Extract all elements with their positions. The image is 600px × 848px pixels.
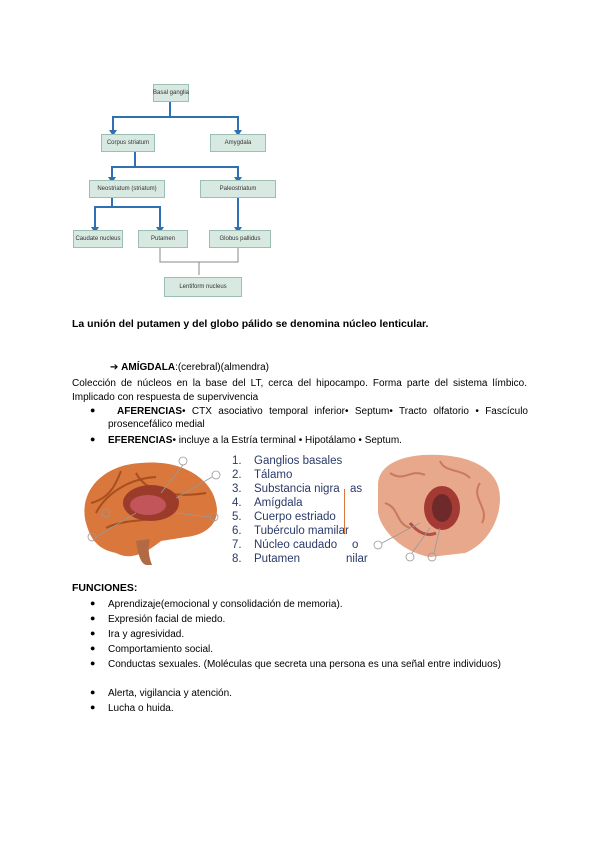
bullet-icon: ●: [90, 658, 96, 668]
list-fragment: nilar: [346, 553, 368, 565]
bullet-icon: ●: [90, 434, 96, 444]
amigdala-subtitle: :(cerebral)(almendra): [175, 362, 269, 373]
bullet-icon: ●: [90, 687, 96, 697]
diagram-caption: La unión del putamen y del globo pálido se denomina núcleo lenticular.: [72, 318, 429, 330]
eferencias-text: • incluye a la Estría terminal • Hipotálamo • Septum.: [172, 435, 402, 446]
funcion-item: Conductas sexuales. (Moléculas que secreta una persona es una señal entre individuos): [108, 659, 502, 670]
aferencias-text: • CTX asociativo temporal inferior• Septum• Tracto olfatorio • Fascículo prosencefálico medial: [108, 406, 528, 430]
brain-lateral-figure: [76, 453, 226, 565]
node-lentiform: Lentiform nucleus: [164, 277, 242, 297]
node-putamen: Putamen: [138, 230, 188, 248]
funcion-item: Ira y agresividad.: [108, 629, 185, 640]
funcion-item: Lucha o huida.: [108, 703, 174, 714]
amigdala-title: AMÍGDALA: [121, 362, 176, 373]
list-fragment: o: [352, 539, 359, 551]
basal-ganglia-diagram: [75, 72, 275, 307]
funcion-item: Alerta, vigilancia y atención.: [108, 688, 232, 699]
list-item: 2. Tálamo: [232, 469, 293, 481]
node-paleostriatum: Paleostriatum: [200, 180, 276, 198]
list-item: 7. Núcleo caudado: [232, 539, 338, 551]
arrow-icon: ➔: [110, 362, 119, 373]
node-basal-ganglia: Basal ganglia: [153, 84, 189, 102]
eferencias-label: EFERENCIAS: [108, 435, 173, 446]
list-item: 8. Putamen: [232, 553, 301, 565]
aferencias-item: [108, 405, 528, 431]
list-item: 4. Amígdala: [232, 497, 303, 509]
brain-coronal-figure: [370, 453, 504, 565]
list-fragment: as: [350, 483, 363, 495]
node-amygdala: Amygdala: [210, 134, 266, 152]
brain-lateral-image: [76, 453, 226, 565]
amigdala-heading: [110, 362, 269, 373]
funcion-item: Aprendizaje(emocional y consolidación de memoria).: [108, 599, 343, 610]
bracket-line: [340, 489, 345, 533]
funcion-item: Comportamiento social.: [108, 644, 214, 655]
bullet-icon: ●: [90, 405, 96, 415]
brain-structures-list: [228, 453, 370, 565]
node-neostriatum: Neostriatum (striatum): [89, 180, 165, 198]
bullet-icon: ●: [90, 628, 96, 638]
aferencias-label: AFERENCIAS: [117, 406, 183, 417]
brain-coronal-image: [370, 453, 504, 565]
list-item: 5. Cuerpo estriado: [232, 511, 336, 523]
bullet-icon: ●: [90, 613, 96, 623]
list-item: 3. Substancia nigra: [232, 483, 340, 495]
eferencias-item: [108, 434, 528, 447]
bullet-icon: ●: [90, 643, 96, 653]
bullet-icon: ●: [90, 598, 96, 608]
list-item: 1. Ganglios basales: [232, 455, 343, 467]
node-corpus-striatum: Corpus striatum: [101, 134, 155, 152]
amigdala-description: Colección de núcleos en la base del LT, cerca del hipocampo. Forma parte del sistema límbico. Implicado con respuesta de supervivencia: [72, 378, 527, 403]
list-item: 6. Tubérculo mamilar: [232, 525, 349, 537]
funciones-title: FUNCIONES:: [72, 582, 138, 594]
node-globus-pallidus: Globus pallidus: [209, 230, 271, 248]
funcion-item: Expresión facial de miedo.: [108, 614, 226, 625]
node-caudate: Caudate nucleus: [73, 230, 123, 248]
bullet-icon: ●: [90, 702, 96, 712]
